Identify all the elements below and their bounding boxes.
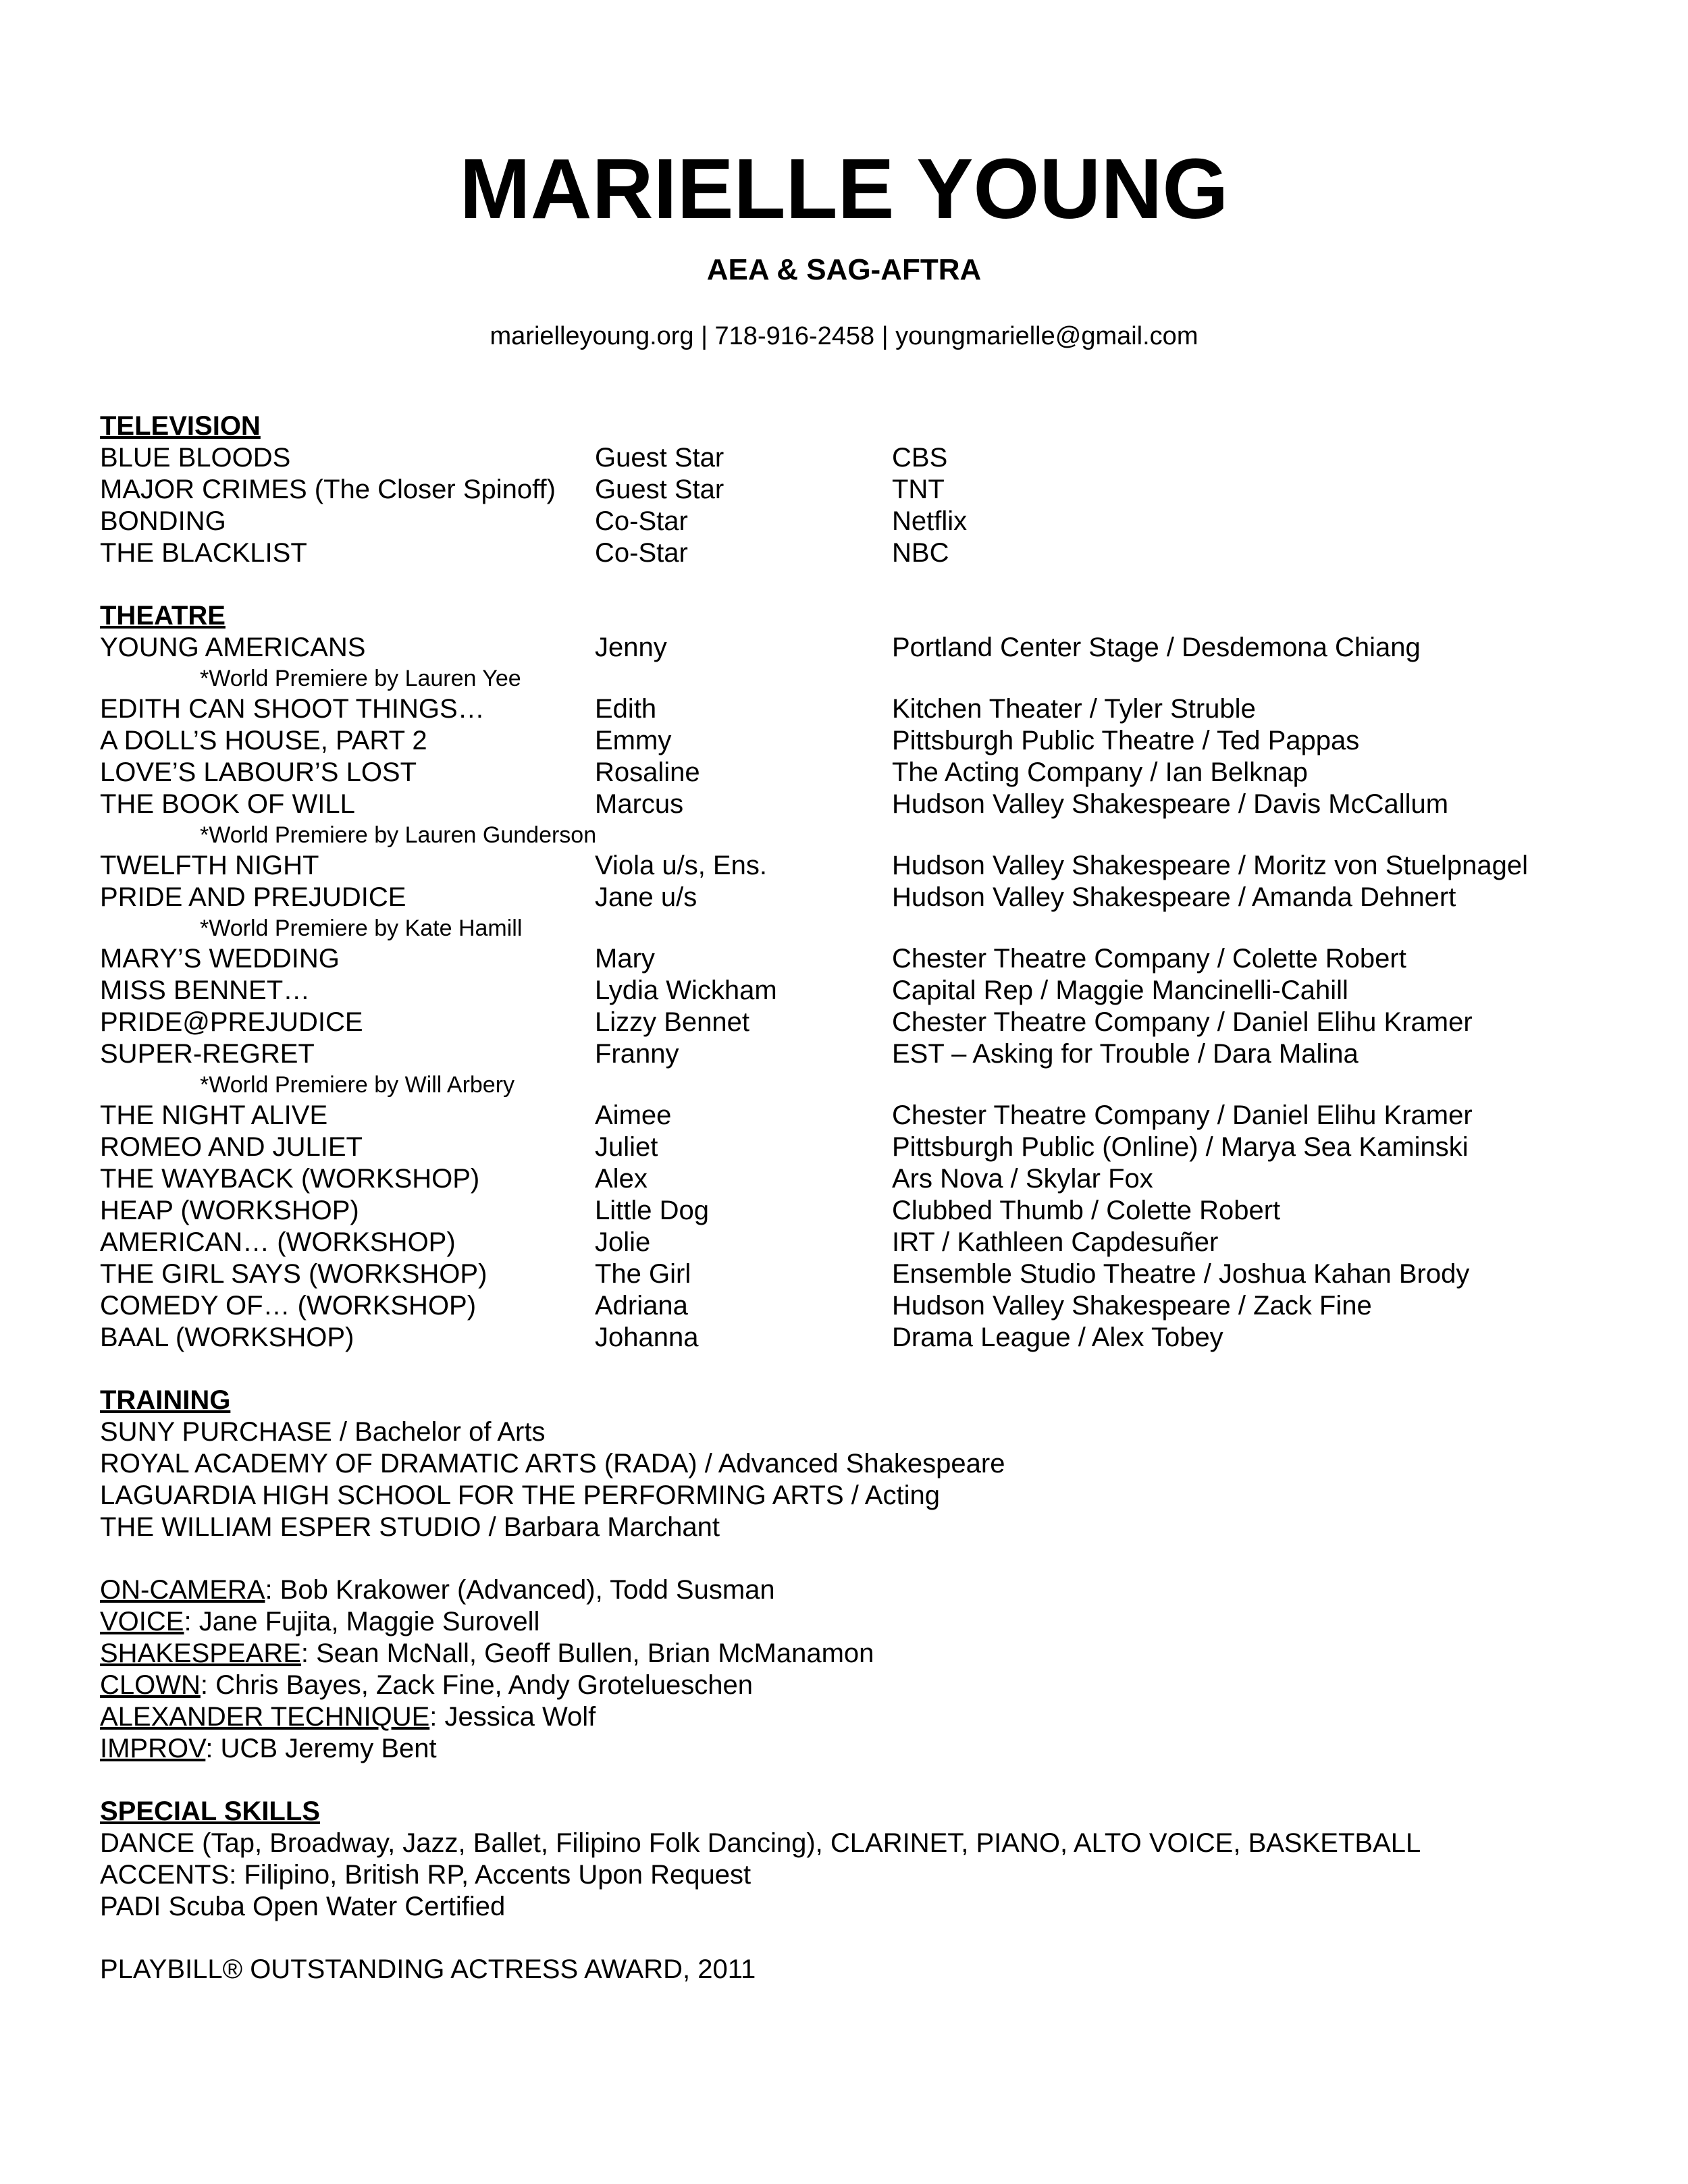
credit-role: Adriana [595,1291,688,1321]
credit-role: Rosaline [595,757,700,787]
television-list [100,442,1626,569]
credit-venue: EST – Asking for Trouble / Dara Malina [892,1039,1359,1069]
credit-venue: Hudson Valley Shakespeare / Zack Fine [892,1291,1372,1321]
credit-row [100,442,1626,474]
skills-heading: SPECIAL SKILLS [100,1796,320,1826]
credit-role: Jenny [595,633,667,662]
credit-row [100,1322,1626,1354]
credit-role: Viola u/s, Ens. [595,851,767,880]
discipline-label: CLOWN [100,1670,201,1700]
credit-venue: Chester Theatre Company / Daniel Elihu Kramer [892,1007,1473,1037]
credit-title: THE NIGHT ALIVE [100,1100,328,1130]
teacher-names: : UCB Jeremy Bent [205,1734,437,1763]
teacher-names: : Jane Fujita, Maggie Surovell [184,1607,540,1636]
credit-venue: Clubbed Thumb / Colette Robert [892,1196,1281,1225]
credit-title: ROMEO AND JULIET [100,1132,363,1162]
credit-role: Franny [595,1039,679,1069]
training-teacher-line [100,1701,1626,1733]
credit-venue: Netflix [892,506,968,536]
training-teacher-line [100,1574,1626,1606]
credit-role: Marcus [595,789,684,819]
training-school: ROYAL ACADEMY OF DRAMATIC ARTS (RADA) / Advanced Shakespeare [100,1449,1005,1479]
training-teacher-line [100,1638,1626,1670]
training-heading: TRAINING [100,1385,231,1415]
credit-venue: Kitchen Theater / Tyler Struble [892,694,1256,724]
credit-title: BONDING [100,506,226,536]
credit-row [100,1290,1626,1322]
skill-line: ACCENTS: Filipino, British RP, Accents Upon Request [100,1860,751,1890]
credit-title: THE GIRL SAYS (WORKSHOP) [100,1259,487,1289]
credit-row [100,1038,1626,1070]
credit-title: PRIDE AND PREJUDICE [100,882,406,912]
premiere-note: *World Premiere by Lauren Yee [200,666,521,691]
credit-row [100,1007,1626,1038]
credit-title: LOVE’S LABOUR’S LOST [100,757,417,787]
credit-row [100,975,1626,1007]
credit-row [100,506,1626,537]
credit-row [100,1258,1626,1290]
credit-role: Little Dog [595,1196,709,1225]
credit-role: The Girl [595,1259,691,1289]
credit-row [100,1163,1626,1195]
credit-venue: Pittsburgh Public (Online) / Marya Sea Kaminski [892,1132,1469,1162]
teacher-names: : Chris Bayes, Zack Fine, Andy Grotelueschen [200,1670,754,1700]
credit-title: TWELFTH NIGHT [100,851,319,880]
theatre-heading: THEATRE [100,601,226,631]
training-teacher-line [100,1670,1626,1701]
credit-title: THE WAYBACK (WORKSHOP) [100,1164,480,1194]
discipline-label: ON-CAMERA [100,1575,265,1605]
credit-title: SUPER-REGRET [100,1039,315,1069]
training-school: SUNY PURCHASE / Bachelor of Arts [100,1417,546,1447]
credit-title: HEAP (WORKSHOP) [100,1196,359,1225]
credit-row [100,943,1626,975]
credit-venue: CBS [892,443,948,473]
credit-role: Co-Star [595,538,688,568]
credit-title: EDITH CAN SHOOT THINGS… [100,694,485,724]
credit-role: Lydia Wickham [595,976,777,1005]
credit-role: Guest Star [595,475,724,504]
theatre-list [100,632,1626,1354]
credit-row [100,537,1626,569]
credit-title: MAJOR CRIMES (The Closer Spinoff) [100,475,556,504]
premiere-note: *World Premiere by Lauren Gunderson [200,822,597,848]
credit-title: BLUE BLOODS [100,443,291,473]
credit-venue: TNT [892,475,945,504]
training-teachers [100,1574,1626,1765]
credit-venue: Drama League / Alex Tobey [892,1323,1223,1352]
credit-row [100,850,1626,882]
credit-role: Mary [595,944,655,974]
credit-row [100,693,1626,725]
union-affiliations: AEA & SAG-AFTRA [706,253,982,286]
resume-body [100,410,1626,1986]
credit-row [100,725,1626,757]
credit-row [100,632,1626,664]
premiere-note: *World Premiere by Kate Hamill [200,915,523,941]
discipline-label: SHAKESPEARE [100,1639,301,1668]
skill-line: PADI Scuba Open Water Certified [100,1892,506,1921]
discipline-label: ALEXANDER TECHNIQUE [100,1702,430,1732]
credit-row [100,1195,1626,1227]
contact-info: marielleyoung.org | 718-916-2458 | youngmarielle@gmail.com [490,322,1198,350]
credit-role: Lizzy Bennet [595,1007,750,1037]
credit-role: Jane u/s [595,882,697,912]
credit-role: Johanna [595,1323,699,1352]
skills-list [100,1828,1626,1923]
credit-row [100,1131,1626,1163]
credit-title: THE BOOK OF WILL [100,789,355,819]
credit-venue: The Acting Company / Ian Belknap [892,757,1308,787]
training-school: THE WILLIAM ESPER STUDIO / Barbara Marchant [100,1512,720,1542]
credit-venue: Capital Rep / Maggie Mancinelli-Cahill [892,976,1348,1005]
credit-row [100,1227,1626,1258]
credit-title: AMERICAN… (WORKSHOP) [100,1227,456,1257]
credit-role: Co-Star [595,506,688,536]
teacher-names: : Sean McNall, Geoff Bullen, Brian McManamon [300,1639,874,1668]
training-schools [100,1416,1626,1543]
credit-venue: Hudson Valley Shakespeare / Amanda Dehnert [892,882,1456,912]
credit-title: COMEDY OF… (WORKSHOP) [100,1291,477,1321]
credit-title: BAAL (WORKSHOP) [100,1323,354,1352]
credit-venue: IRT / Kathleen Capdesuñer [892,1227,1219,1257]
credit-venue: Chester Theatre Company / Daniel Elihu Kramer [892,1100,1473,1130]
discipline-label: VOICE [100,1607,184,1636]
credit-role: Jolie [595,1227,651,1257]
credit-row [100,789,1626,820]
credit-venue: Pittsburgh Public Theatre / Ted Pappas [892,726,1360,755]
credit-row [100,1100,1626,1131]
credit-venue: Chester Theatre Company / Colette Robert [892,944,1406,974]
premiere-note: *World Premiere by Will Arbery [200,1072,515,1098]
credit-venue: Ensemble Studio Theatre / Joshua Kahan Brody [892,1259,1470,1289]
credit-venue: Hudson Valley Shakespeare / Davis McCallum [892,789,1449,819]
credit-role: Edith [595,694,657,724]
credit-venue: NBC [892,538,949,568]
training-teacher-line [100,1606,1626,1638]
actor-name: MARIELLE YOUNG [459,141,1229,236]
award-line: PLAYBILL® OUTSTANDING ACTRESS AWARD, 2011 [100,1954,756,1984]
skill-line: DANCE (Tap, Broadway, Jazz, Ballet, Filipino Folk Dancing), CLARINET, PIANO, ALTO VOICE, BASKETBALL [100,1828,1421,1858]
credit-title: A DOLL’S HOUSE, PART 2 [100,726,427,755]
discipline-label: IMPROV [100,1734,206,1763]
credit-title: MISS BENNET… [100,976,311,1005]
credit-venue: Ars Nova / Skylar Fox [892,1164,1153,1194]
credit-title: PRIDE@PREJUDICE [100,1007,363,1037]
training-teacher-line [100,1733,1626,1765]
teacher-names: : Jessica Wolf [429,1702,596,1732]
credit-venue: Portland Center Stage / Desdemona Chiang [892,633,1421,662]
television-heading: TELEVISION [100,411,261,441]
credit-title: YOUNG AMERICANS [100,633,366,662]
teacher-names: : Bob Krakower (Advanced), Todd Susman [265,1575,775,1605]
credit-role: Juliet [595,1132,658,1162]
credit-title: MARY’S WEDDING [100,944,340,974]
credit-row [100,882,1626,913]
credit-role: Guest Star [595,443,724,473]
credit-role: Aimee [595,1100,672,1130]
credit-role: Emmy [595,726,672,755]
training-school: LAGUARDIA HIGH SCHOOL FOR THE PERFORMING ARTS / Acting [100,1481,940,1510]
credit-venue: Hudson Valley Shakespeare / Moritz von Stuelpnagel [892,851,1529,880]
credit-row [100,474,1626,506]
credit-row [100,757,1626,789]
credit-title: THE BLACKLIST [100,538,307,568]
credit-role: Alex [595,1164,648,1194]
